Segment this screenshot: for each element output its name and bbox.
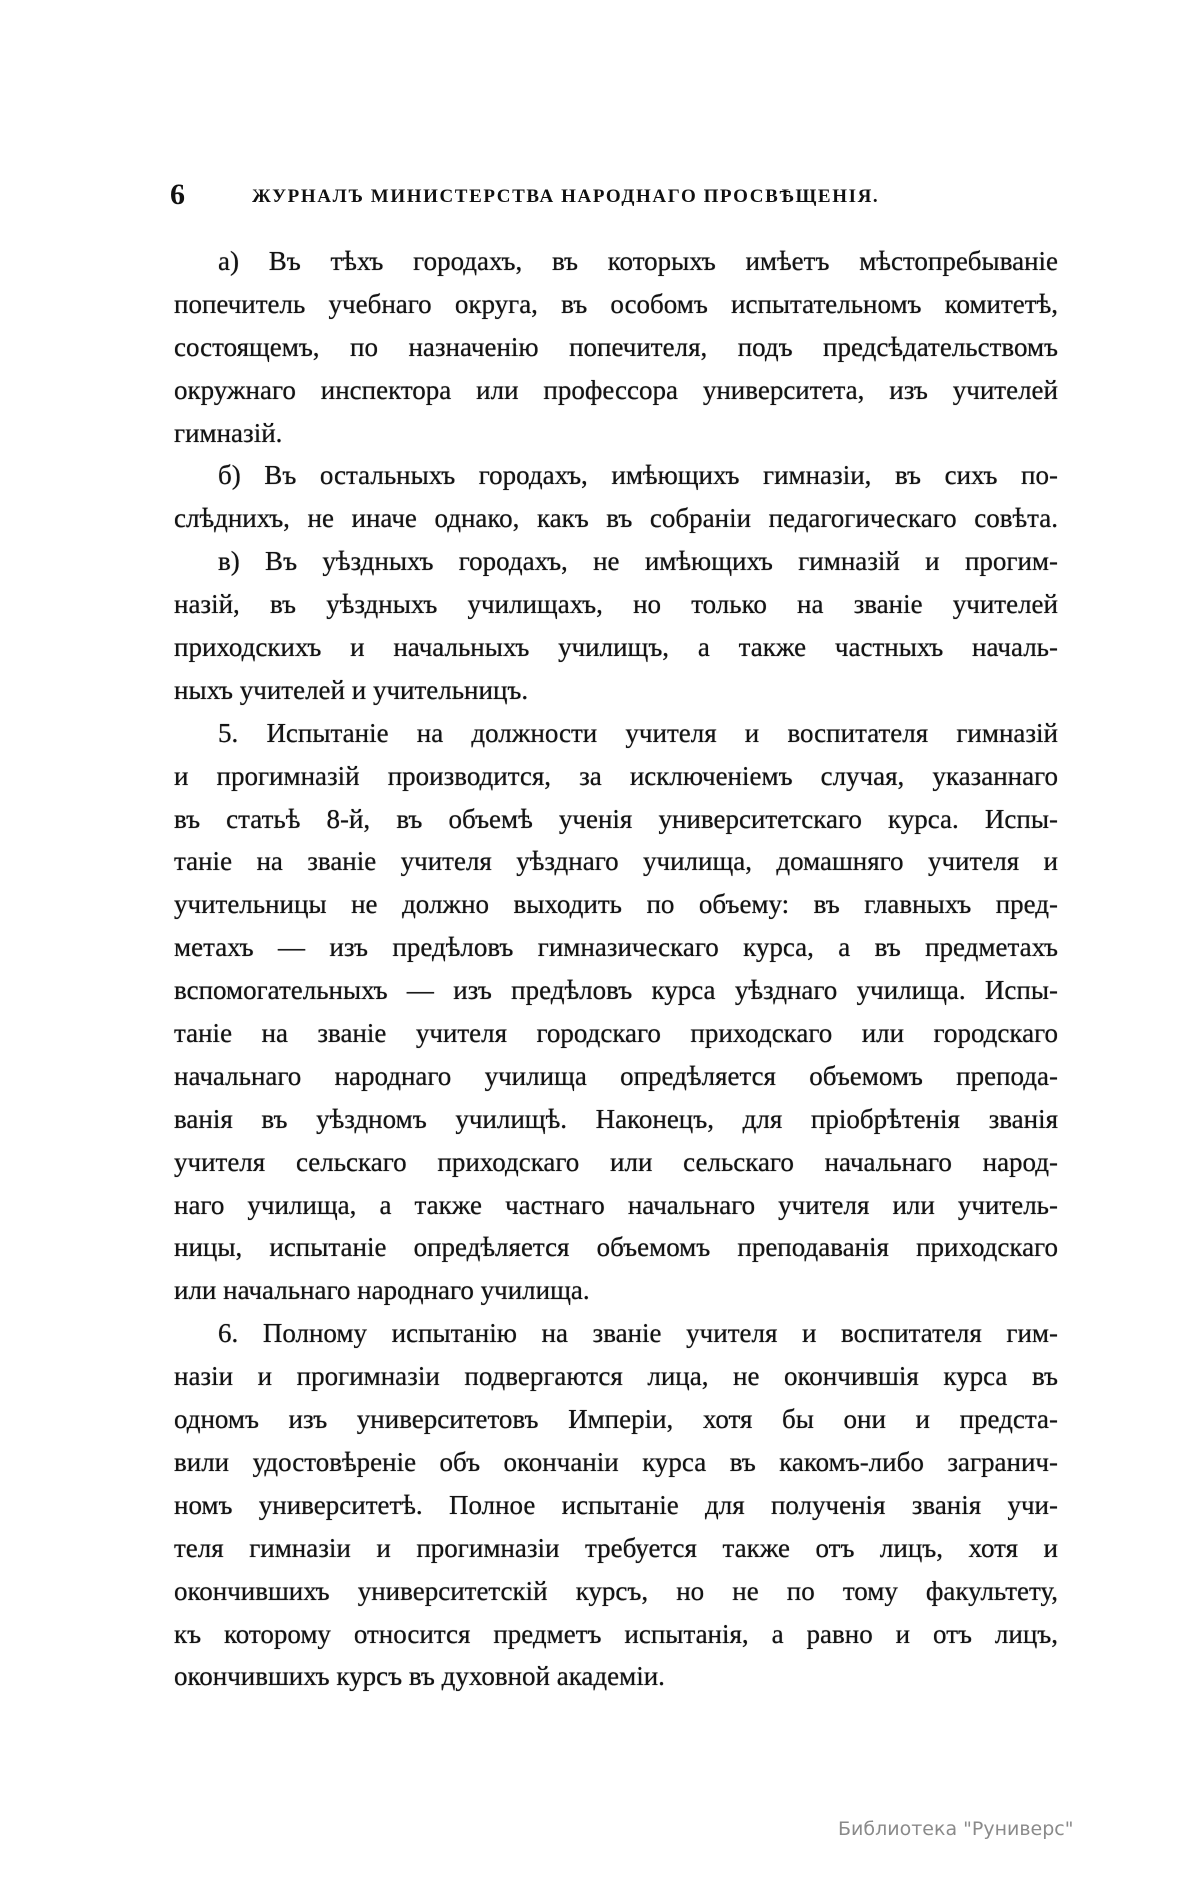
- page-body: [174, 240, 1058, 1698]
- text-line: учительницы не должно выходить по объему: въ главныхъ пред-: [174, 889, 1058, 920]
- text-line: гимназій.: [174, 417, 283, 448]
- paragraph: [174, 712, 1058, 1312]
- text-line: въ статьѣ 8-й, въ объемѣ ученія университетскаго курса. Испы-: [174, 803, 1058, 834]
- text-line: ницы, испытаніе опредѣляется объемомъ преподаванія приходскаго: [174, 1232, 1058, 1263]
- text-line: къ которому относится предметъ испытанія, а равно и отъ лицъ,: [174, 1618, 1058, 1649]
- text-line: б) Въ остальныхъ городахъ, имѣющихъ гимназіи, въ сихъ по-: [218, 460, 1058, 491]
- text-line: номъ университетѣ. Полное испытаніе для полученія званія учи-: [174, 1489, 1058, 1520]
- text-line: слѣднихъ, не иначе однако, какъ въ собраніи педагогическаго совѣта.: [174, 503, 1058, 534]
- text-line: и прогимназій производится, за исключеніемъ случая, указаннаго: [174, 760, 1058, 791]
- text-line: состоящемъ, по назначенію попечителя, подъ предсѣдательствомъ: [174, 331, 1058, 362]
- text-line: начальнаго народнаго училища опредѣляется объемомъ препода-: [174, 1060, 1058, 1091]
- text-line: 5. Испытаніе на должности учителя и воспитателя гимназій: [218, 717, 1058, 748]
- text-line: учителя сельскаго приходскаго или сельскаго начальнаго народ-: [174, 1146, 1058, 1177]
- page-header: [170, 178, 1060, 218]
- text-line: окончившихъ университетскій курсъ, но не по тому факультету,: [174, 1575, 1058, 1606]
- text-line: таніе на званіе учителя городскаго приходскаго или городскаго: [174, 1018, 1058, 1049]
- text-line: назіи и прогимназіи подвергаются лица, не окончившія курса въ: [174, 1361, 1058, 1392]
- text-line: ванія въ уѣздномъ училищѣ. Наконецъ, для пріобрѣтенія званія: [174, 1103, 1058, 1134]
- page-number: 6: [170, 178, 185, 211]
- text-line: окружнаго инспектора или профессора университета, изъ учителей: [174, 374, 1058, 405]
- text-line: одномъ изъ университетовъ Имперіи, хотя бы они и предста-: [174, 1404, 1058, 1435]
- text-line: теля гимназіи и прогимназіи требуется также отъ лицъ, хотя и: [174, 1532, 1058, 1563]
- library-watermark: Библиотека "Руниверс": [838, 1818, 1074, 1840]
- text-line: вили удостовѣреніе объ окончаніи курса въ какомъ-либо загранич-: [174, 1446, 1058, 1477]
- text-line: 6. Полному испытанію на званіе учителя и воспитателя гим-: [218, 1318, 1058, 1349]
- text-line: попечитель учебнаго округа, въ особомъ испытательномъ комитетѣ,: [174, 288, 1058, 319]
- text-line: в) Въ уѣздныхъ городахъ, не имѣющихъ гимназій и прогим-: [218, 546, 1058, 577]
- text-line: окончившихъ курсъ въ духовной академіи.: [174, 1661, 665, 1692]
- paragraph: [174, 454, 1058, 540]
- paragraph: [174, 540, 1058, 712]
- paragraph: [174, 1312, 1058, 1698]
- running-title: ЖУРНАЛЪ МИНИСТЕРСТВА НАРОДНАГО ПРОСВѢЩЕНІЯ.: [252, 186, 880, 207]
- text-line: вспомогательныхъ — изъ предѣловъ курса уѣзднаго училища. Испы-: [174, 975, 1058, 1006]
- text-line: назій, въ уѣздныхъ училищахъ, но только на званіе учителей: [174, 589, 1058, 620]
- text-line: метахъ — изъ предѣловъ гимназическаго курса, а въ предметахъ: [174, 932, 1058, 963]
- text-line: приходскихъ и начальныхъ училищъ, а также частныхъ началь-: [174, 632, 1058, 663]
- paragraph: [174, 240, 1058, 454]
- text-line: а) Въ тѣхъ городахъ, въ которыхъ имѣетъ мѣстопребываніе: [218, 246, 1058, 276]
- text-line: таніе на званіе учителя уѣзднаго училища, домашняго учителя и: [174, 846, 1058, 877]
- text-line: ныхъ учителей и учительницъ.: [174, 674, 529, 705]
- text-line: наго училища, а также частнаго начальнаго учителя или учитель-: [174, 1189, 1058, 1220]
- text-line: или начальнаго народнаго училища.: [174, 1275, 590, 1306]
